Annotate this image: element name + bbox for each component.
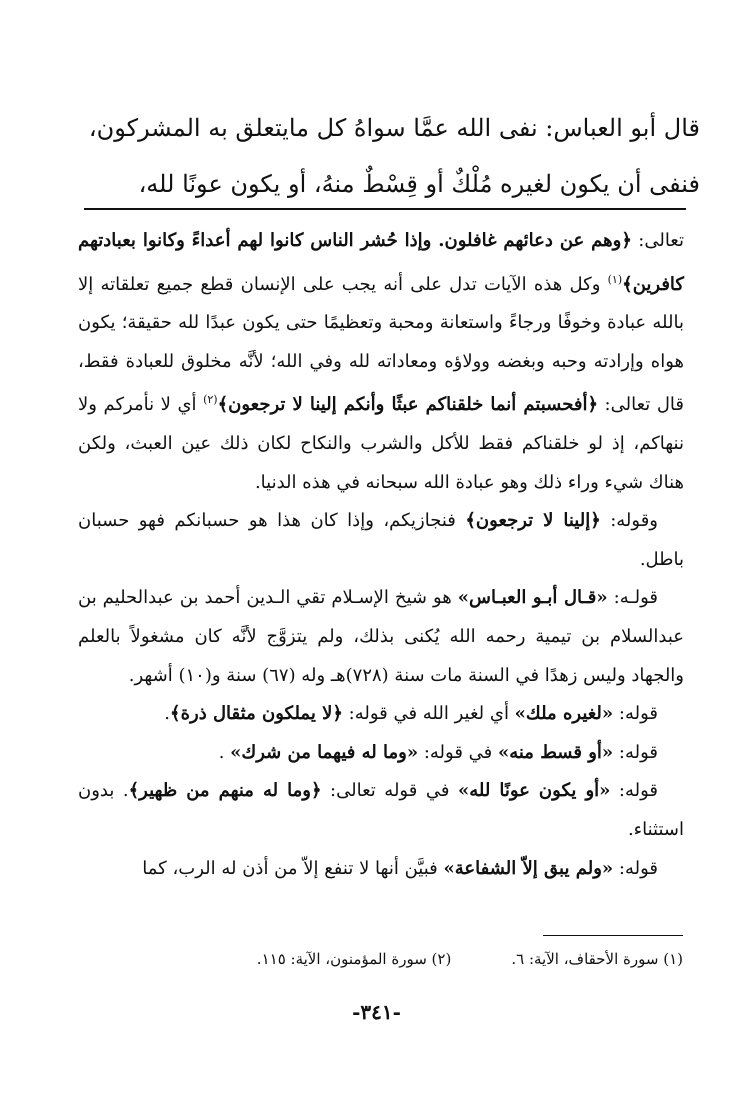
quran-quote: ﴿أفحسبتم أنما خلقناكم عبثًا وأنكم إلينا لا ترجعون﴾ bbox=[217, 394, 599, 416]
separator-rule bbox=[84, 208, 686, 210]
text-run: فبيَّن أنها لا تنفع إلاّ من أذن له الرب، كما bbox=[142, 857, 444, 879]
quoted-phrase: «ولم يبق إلاّ الشفاعة» bbox=[443, 857, 614, 879]
text-run: في قوله تعالى: bbox=[321, 780, 458, 802]
main-text-block bbox=[60, 100, 700, 212]
text-run: في قوله: bbox=[418, 741, 498, 763]
footnote-2: (٢) سورة المؤمنون، الآية: ١١٥. bbox=[256, 950, 452, 968]
footnote-rule bbox=[543, 935, 683, 936]
text-run: قوله: bbox=[613, 703, 658, 725]
main-text-line-1: قال أبو العباس: نفى الله عمَّا سواهُ كل مايتعلق به المشركون، bbox=[88, 114, 700, 142]
footnote-marker: (٢) bbox=[203, 393, 218, 407]
commentary-paragraph-6 bbox=[78, 772, 684, 849]
text-run: تعالى: bbox=[631, 230, 685, 251]
quoted-phrase: «قـال أبـو العبـاس» bbox=[457, 587, 608, 609]
footnote-marker: (١) bbox=[607, 272, 623, 286]
commentary-paragraph-7 bbox=[78, 850, 684, 889]
commentary-block bbox=[78, 222, 684, 888]
quran-quote: ﴿إلينا لا ترجعون﴾ bbox=[465, 510, 601, 532]
commentary-paragraph-3 bbox=[78, 579, 684, 695]
footnote-1: (١) سورة الأحقاف، الآية: ٦. bbox=[511, 950, 683, 968]
text-run: قوله: bbox=[613, 857, 658, 879]
text-run: وقوله: bbox=[600, 510, 658, 532]
text-run: . bbox=[164, 703, 171, 725]
quoted-phrase: «أو قسط منه» bbox=[497, 741, 614, 763]
text-run: . bbox=[218, 741, 231, 763]
commentary-paragraph-4 bbox=[78, 695, 684, 734]
text-run: أي لغير الله في قوله: bbox=[342, 703, 515, 725]
text-run: قوله: bbox=[610, 780, 659, 802]
quoted-phrase: «أو يكون عونًا لله» bbox=[457, 780, 611, 802]
footnotes bbox=[163, 946, 683, 972]
quran-quote: ﴿وهم عن دعائهم غافلون. وإذا حُشر الناس كانوا لهم أعداءً وكانوا بعبادتهم كافرين﴾ bbox=[78, 230, 684, 295]
main-text-line-2: فنفى أن يكون لغيره مُلْكٌ أو قِسْطٌ منهُ، أو يكون عونًا لله، bbox=[138, 170, 700, 198]
commentary-paragraph-5 bbox=[78, 734, 684, 773]
text-run: فنجازيكم، وإذا كان هذا هو حسبانكم فهو حسبان باطل. bbox=[78, 510, 684, 570]
text-run: هو شيخ الإسـلام تقي الـدين أحمد بن عبدالحليم بن عبدالسلام بن تيمية رحمه الله يُكنى بذلك، ولم يتزوَّج لأنَّه كان مشغولاً بالعلم والجهاد وليس زهدًا في السنة مات سنة (٧٢٨)هـ وله (٦٧) سنة و(١٠) أشهر. bbox=[78, 587, 684, 686]
text-run: وكل هذه الآيات تدل على أنه يجب على الإنسان قطع جميع تعلقاته إلا بالله عبادة وخوفًا ورجاءً واستعانة ومحبة وتعظيمًا حتى يكون عبدًا لله حقيقة؛ يكون هواه وإرادته وحبه وبغضه وولاؤه ومعاداته لله وفي الله؛ لأنَّه مخلوق للعبادة فقط، قال تعالى: bbox=[78, 273, 684, 416]
text-run: قوله: bbox=[613, 741, 658, 763]
commentary-paragraph-2 bbox=[78, 502, 684, 579]
text-run: قولـه: bbox=[607, 587, 659, 609]
text-run: أي لا نأمركم ولا ننهاكم، إذ لو خلقناكم فقط للأكل والشرب والنكاح لكان ذلك عين العبث، ولكن هناك شيء وراء ذلك وهو عبادة الله سبحانه في هذه الدنيا. bbox=[78, 394, 684, 493]
text-run: . بدون استثناء. bbox=[78, 780, 684, 840]
quoted-phrase: «لغيره ملك» bbox=[514, 703, 614, 725]
quran-quote: ﴿لا يملكون مثقال ذرة﴾ bbox=[170, 703, 343, 725]
page-number: -٣٤١- bbox=[352, 1000, 401, 1024]
quoted-phrase: «وما له فيهما من شرك» bbox=[230, 741, 419, 763]
commentary-paragraph-1 bbox=[78, 222, 684, 502]
quran-quote: ﴿وما له منهم من ظهير﴾ bbox=[128, 780, 322, 802]
